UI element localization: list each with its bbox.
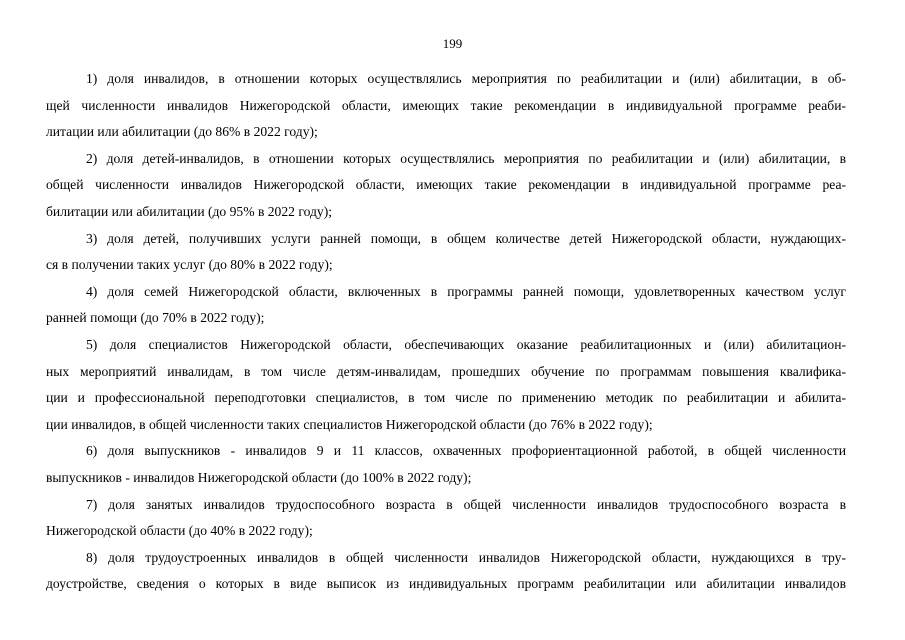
text-line: 6) доля выпускников - инвалидов 9 и 11 классов, охваченных профориентационной работой, в общей численности xyxy=(86,443,846,459)
text-line: 7) доля занятых инвалидов трудоспособного возраста в общей численности инвалидов трудоспособного возраста в xyxy=(86,496,846,512)
text-line: выпускников - инвалидов Нижегородской области (до 100% в 2022 году); xyxy=(46,469,472,485)
text-line: щей численности инвалидов Нижегородской области, имеющих такие рекомендации в индивидуальной программе реаби- xyxy=(46,97,846,113)
text-line: литации или абилитации (до 86% в 2022 году); xyxy=(46,124,318,140)
text-line: доустройстве, сведения о которых в виде выписок из индивидуальных программ реабилитации или абилитации инвалидов xyxy=(46,576,846,592)
paragraph-3 xyxy=(46,226,846,279)
text-line: 3) доля детей, получивших услуги ранней помощи, в общем количестве детей Нижегородской области, нуждающих- xyxy=(86,230,846,246)
text-line: ся в получении таких услуг (до 80% в 2022 году); xyxy=(46,257,333,273)
paragraph-5 xyxy=(46,332,846,438)
paragraph-1 xyxy=(46,66,846,146)
paragraph-2 xyxy=(46,146,846,226)
text-line: ных мероприятий инвалидам, в том числе детям-инвалидам, прошедших обучение по программам повышения квалифика- xyxy=(46,363,846,379)
text-line: общей численности инвалидов Нижегородской области, имеющих такие рекомендации в индивидуальной программе реа- xyxy=(46,177,846,193)
paragraph-6 xyxy=(46,438,846,491)
text-line: 5) доля специалистов Нижегородской области, обеспечивающих оказание реабилитационных и (или) абилитацион- xyxy=(86,336,846,352)
document-body xyxy=(46,66,846,598)
text-line: 8) доля трудоустроенных инвалидов в общей численности инвалидов Нижегородской области, нуждающихся в тру- xyxy=(86,549,846,565)
text-line: ции и профессиональной переподготовки специалистов, в том числе по применению методик по реабилитации и абилита- xyxy=(46,390,846,406)
text-line: Нижегородской области (до 40% в 2022 году); xyxy=(46,523,313,539)
paragraph-4 xyxy=(46,279,846,332)
text-line: билитации или абилитации (до 95% в 2022 году); xyxy=(46,203,333,219)
text-line: ранней помощи (до 70% в 2022 году); xyxy=(46,310,265,326)
text-line: 4) доля семей Нижегородской области, включенных в программы ранней помощи, удовлетворенных качеством услуг xyxy=(86,283,846,299)
text-line: ции инвалидов, в общей численности таких специалистов Нижегородской области (до 76% в 2022 году); xyxy=(46,416,653,432)
text-line: 1) доля инвалидов, в отношении которых осуществлялись мероприятия по реабилитации и (или) абилитации, в об- xyxy=(86,71,846,86)
paragraph-7 xyxy=(46,492,846,545)
page-number: 199 xyxy=(442,36,463,51)
paragraph-8 xyxy=(46,545,846,598)
text-line: 2) доля детей-инвалидов, в отношении которых осуществлялись мероприятия по реабилитации и (или) абилитации, в xyxy=(86,150,846,166)
